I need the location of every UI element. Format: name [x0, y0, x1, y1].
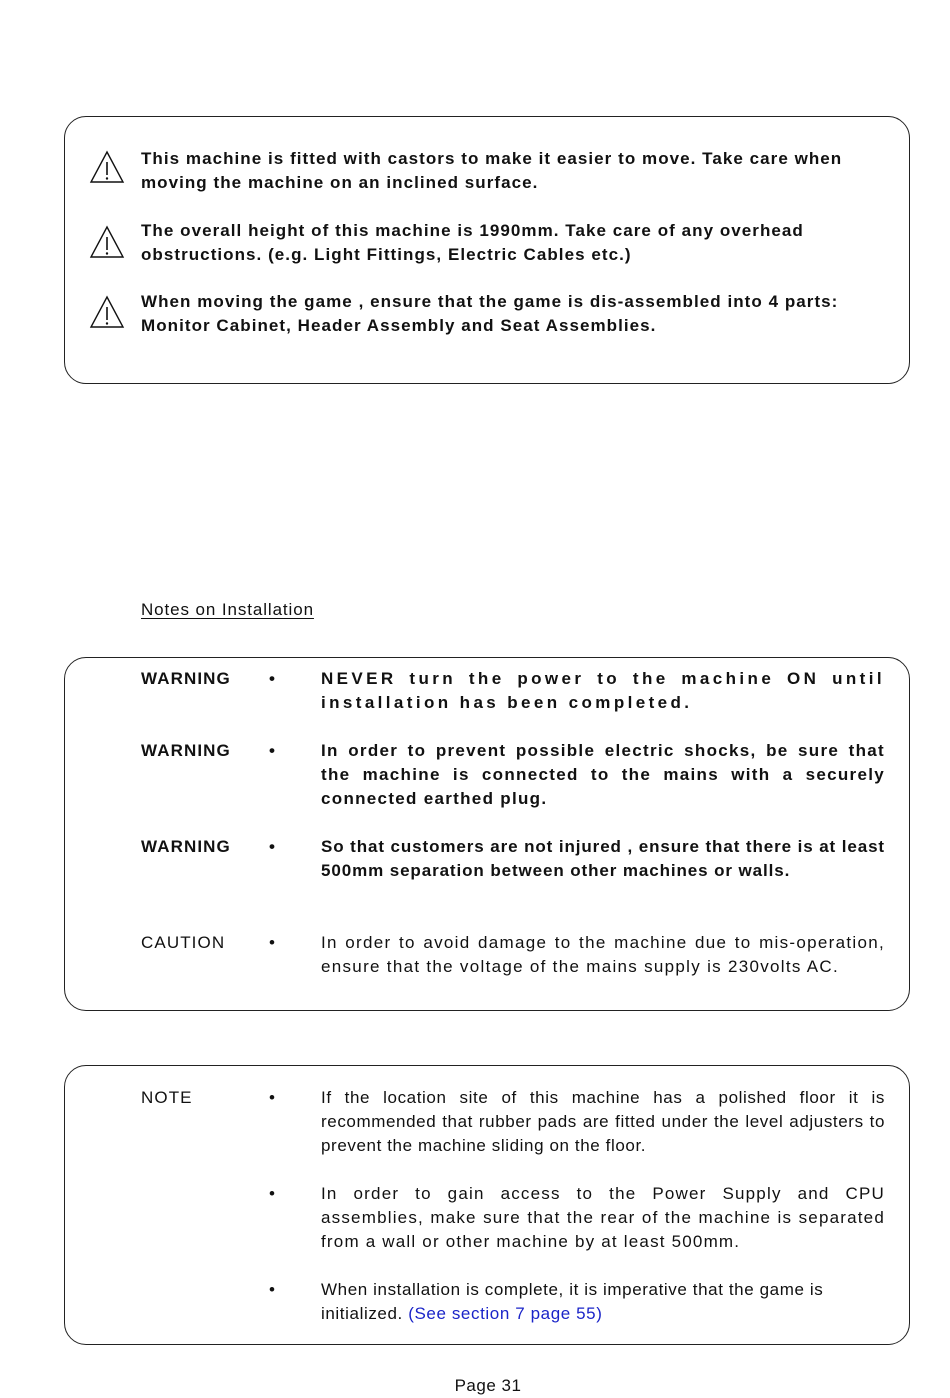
warning-label: WARNING [141, 741, 231, 760]
caution-text: When moving the game , ensure that the game is dis-assembled into 4 parts: Monitor Cabinet, Header Assembly and Seat Assemblies. [141, 292, 839, 335]
warning-label: WARNING [141, 669, 231, 688]
section-reference-link[interactable]: (See section 7 page 55) [408, 1304, 603, 1323]
note-text: If the location site of this machine has a polished floor it is recommended that rubber pads are fitted under the level adjusters to prevent the machine sliding on the floor. [321, 1088, 885, 1155]
warning-text: So that customers are not injured , ensure that there is at least 500mm separation between other machines or walls. [321, 837, 885, 880]
notes-box [64, 1065, 910, 1345]
warning-label: WARNING [141, 837, 231, 856]
warning-triangle-icon [89, 294, 125, 330]
caution-text: This machine is fitted with castors to make it easier to move. Take care when moving the machine on an inclined surface. [141, 149, 843, 192]
bullet: • [269, 1088, 275, 1107]
bullet: • [269, 741, 275, 760]
page-number: Page 31 [454, 1376, 522, 1395]
bullet: • [269, 837, 275, 856]
warning-triangle-icon [89, 224, 125, 260]
warning-text: NEVER turn the power to the machine ON until installation has been completed. [321, 669, 885, 712]
warnings-box [64, 657, 910, 1011]
caution-text: The overall height of this machine is 1990mm. Take care of any overhead obstructions. (e.g. Light Fittings, Electric Cables etc.) [141, 221, 804, 264]
bullet: • [269, 933, 275, 952]
note-text-body: When installation is complete, it is imperative that the game is initialized. [321, 1280, 824, 1323]
bullet: • [269, 1184, 275, 1203]
note-label: NOTE [141, 1088, 193, 1107]
caution-box [64, 116, 910, 384]
caution-entry-text: In order to avoid damage to the machine due to mis-operation, ensure that the voltage of the mains supply is 230volts AC. [321, 933, 885, 976]
note-text: In order to gain access to the Power Supply and CPU assemblies, make sure that the rear of the machine is separated from a wall or other machine by at least 500mm. [321, 1184, 885, 1251]
caution-label: CAUTION [141, 933, 226, 952]
section-heading: Notes on Installation [141, 600, 314, 619]
bullet: • [269, 669, 275, 688]
warning-triangle-icon [89, 149, 125, 185]
note-text [321, 1278, 885, 1326]
warning-text: In order to prevent possible electric shocks, be sure that the machine is connected to the mains with a securely connected earthed plug. [321, 741, 885, 808]
bullet: • [269, 1280, 275, 1299]
